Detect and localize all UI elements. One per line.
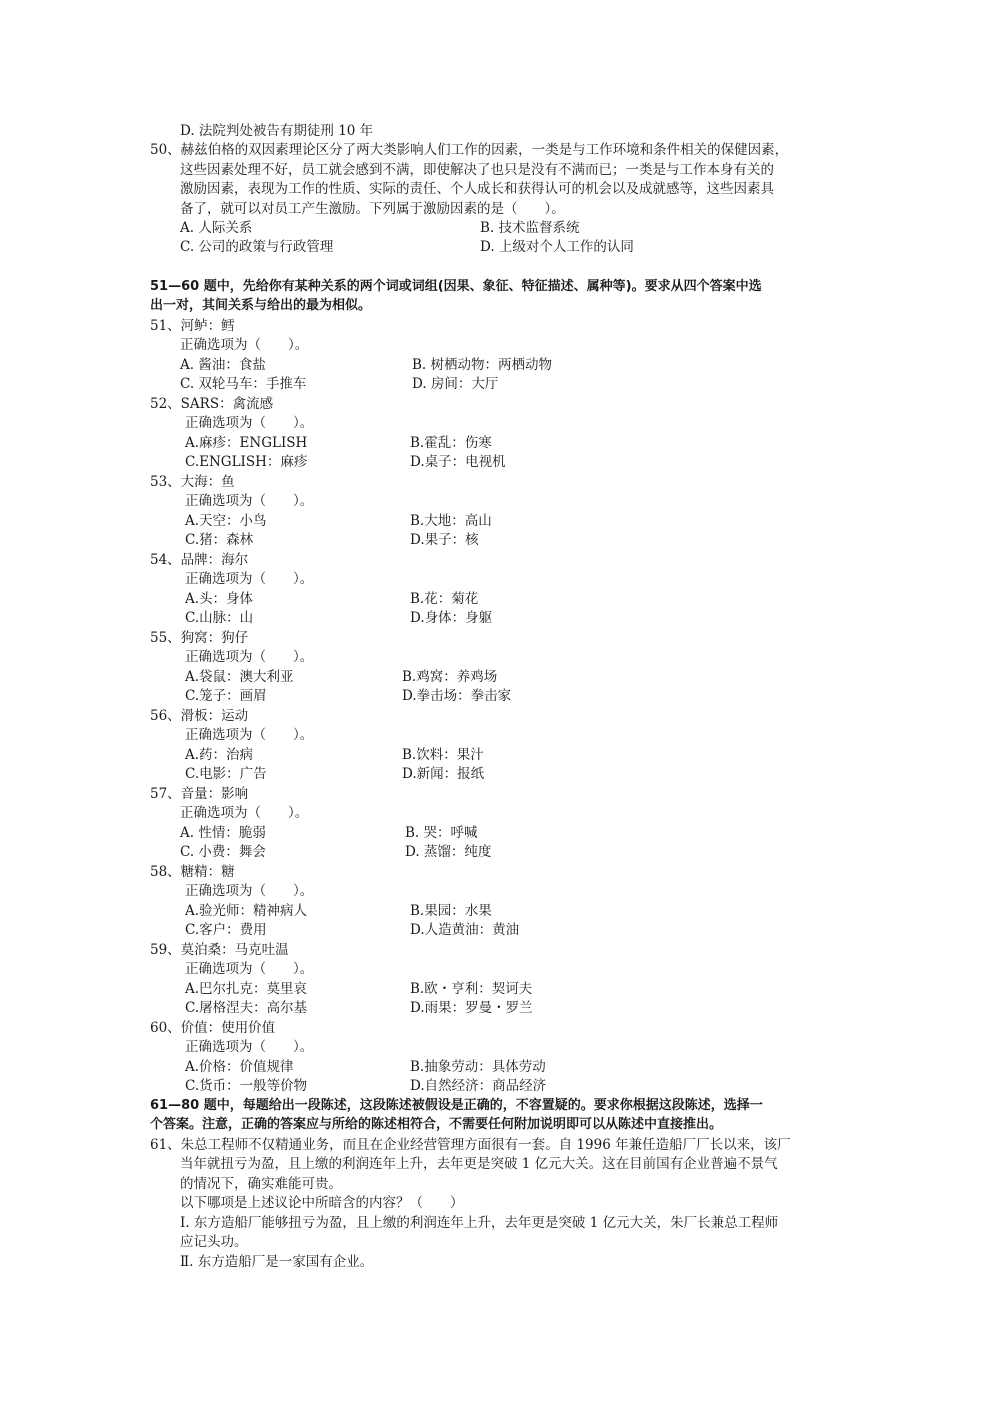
q61-item-1-line-2: 应记头功。 <box>180 1234 248 1250</box>
q52-option-d: D.桌子：电视机 <box>410 454 506 470</box>
q50-option-c: C. 公司的政策与行政管理 <box>180 239 334 255</box>
q50-option-b: B. 技术监督系统 <box>480 220 580 236</box>
q50-option-a: A. 人际关系 <box>180 220 253 236</box>
q53-option-a: A.天空：小鸟 <box>185 513 267 529</box>
q52-stem: 52、SARS：禽流感 <box>150 396 274 412</box>
q54-option-a: A.头：身体 <box>185 591 254 607</box>
q54-answer-prompt: 正确选项为（ ）。 <box>185 571 314 587</box>
q56-option-c: C.电影：广告 <box>185 766 267 782</box>
q58-answer-prompt: 正确选项为（ ）。 <box>185 883 314 899</box>
q60-option-c: C.货币：一般等价物 <box>185 1078 308 1094</box>
q54-stem: 54、品牌：海尔 <box>150 552 249 568</box>
section-61-80-heading-line-1: 61—80 题中，每题给出一段陈述，这段陈述被假设是正确的，不容置疑的。要求你根据这段陈述，选择一 <box>150 1098 763 1113</box>
q52-answer-prompt: 正确选项为（ ）。 <box>185 415 314 431</box>
q55-option-a: A.袋鼠：澳大利亚 <box>185 669 294 685</box>
q53-option-b: B.大地：高山 <box>410 513 492 529</box>
q51-option-c: C. 双轮马车：手推车 <box>180 376 307 392</box>
q53-option-c: C.猪：森林 <box>185 532 254 548</box>
q55-answer-prompt: 正确选项为（ ）。 <box>185 649 314 665</box>
q51-option-b: B. 树栖动物：两栖动物 <box>412 357 553 373</box>
q61-stem-line-2: 当年就扭亏为盈，且上缴的利润连年上升，去年更是突破 1 亿元大关。这在目前国有企业普遍不景气 <box>180 1156 778 1172</box>
q58-stem: 58、糖精：糖 <box>150 864 235 880</box>
q61-prompt: 以下哪项是上述议论中所暗含的内容？（ ） <box>180 1195 464 1211</box>
section-51-60-heading-line-1: 51—60 题中，先给你有某种关系的两个词或词组(因果、象征、特征描述、属种等)。要求从四个答案中选 <box>150 279 762 294</box>
q57-option-d: D. 蒸馏：纯度 <box>405 844 492 860</box>
q60-option-d: D.自然经济：商品经济 <box>410 1078 547 1094</box>
q51-answer-prompt: 正确选项为（ ）。 <box>180 337 309 353</box>
q55-stem: 55、狗窝：狗仔 <box>150 630 249 646</box>
q52-option-a: A.麻疹：ENGLISH <box>185 435 308 451</box>
section-61-80-heading-line-2: 个答案。注意，正确的答案应与所给的陈述相符合，不需要任何附加说明即可以从陈述中直接推出。 <box>150 1117 723 1132</box>
q61-item-1-line-1: Ⅰ. 东方造船厂能够扭亏为盈，且上缴的利润连年上升，去年更是突破 1 亿元大关，朱厂长兼总工程师 <box>180 1215 779 1231</box>
q49-option-d: D. 法院判处被告有期徒刑 10 年 <box>180 123 374 139</box>
q61-stem-line-3: 的情况下，确实难能可贵。 <box>180 1176 342 1192</box>
q51-option-a: A. 酱油：食盐 <box>180 357 266 373</box>
q60-stem: 60、价值：使用价值 <box>150 1020 276 1036</box>
q50-stem-line-3: 激励因素，表现为工作的性质、实际的责任、个人成长和获得认可的机会以及成就感等，这些因素具 <box>180 181 774 197</box>
q60-answer-prompt: 正确选项为（ ）。 <box>185 1039 314 1055</box>
q59-option-a: A.巴尔扎克：莫里哀 <box>185 981 308 997</box>
q59-option-d: D.雨果：罗曼・罗兰 <box>410 1000 533 1016</box>
q57-stem: 57、音量：影响 <box>150 786 249 802</box>
q55-option-c: C.笼子：画眉 <box>185 688 267 704</box>
q58-option-a: A.验光师：精神病人 <box>185 903 308 919</box>
q53-answer-prompt: 正确选项为（ ）。 <box>185 493 314 509</box>
q55-option-b: B.鸡窝：养鸡场 <box>402 669 498 685</box>
q57-option-a: A. 性情：脆弱 <box>180 825 266 841</box>
q58-option-c: C.客户：费用 <box>185 922 267 938</box>
q55-option-d: D.拳击场：拳击家 <box>402 688 512 704</box>
q59-answer-prompt: 正确选项为（ ）。 <box>185 961 314 977</box>
q56-stem: 56、滑板：运动 <box>150 708 249 724</box>
q56-option-a: A.药：治病 <box>185 747 254 763</box>
q57-option-c: C. 小费：舞会 <box>180 844 266 860</box>
q59-stem: 59、莫泊桑：马克吐温 <box>150 942 289 958</box>
q53-option-d: D.果子：核 <box>410 532 479 548</box>
q50-stem-line-1: 50、赫兹伯格的双因素理论区分了两大类影响人们工作的因素，一类是与工作环境和条件相关的保健因素， <box>150 142 789 158</box>
q57-answer-prompt: 正确选项为（ ）。 <box>180 805 309 821</box>
q51-stem: 51、河鲈：鳕 <box>150 318 235 334</box>
q52-option-c: C.ENGLISH：麻疹 <box>185 454 308 470</box>
q61-stem-line-1: 61、朱总工程师不仅精通业务，而且在企业经营管理方面很有一套。自 1996 年兼任造船厂厂长以来，该厂 <box>150 1137 791 1153</box>
section-51-60-heading-line-2: 出一对，其间关系与给出的最为相似。 <box>150 298 372 313</box>
q56-option-b: B.饮料：果汁 <box>402 747 484 763</box>
q56-answer-prompt: 正确选项为（ ）。 <box>185 727 314 743</box>
q52-option-b: B.霍乱：伤寒 <box>410 435 492 451</box>
q59-option-b: B.欧・亨利：契诃夫 <box>410 981 533 997</box>
q54-option-d: D.身体：身躯 <box>410 610 493 626</box>
q59-option-c: C.屠格涅夫：高尔基 <box>185 1000 308 1016</box>
q56-option-d: D.新闻：报纸 <box>402 766 485 782</box>
q50-stem-line-4: 备了，就可以对员工产生激励。下列属于激励因素的是（ ）。 <box>180 201 565 217</box>
q58-option-d: D.人造黄油：黄油 <box>410 922 520 938</box>
q60-option-b: B.抽象劳动：具体劳动 <box>410 1059 546 1075</box>
q57-option-b: B. 哭：呼喊 <box>405 825 478 841</box>
q58-option-b: B.果园：水果 <box>410 903 492 919</box>
q51-option-d: D. 房间：大厅 <box>412 376 499 392</box>
q53-stem: 53、大海：鱼 <box>150 474 235 490</box>
q54-option-b: B.花：菊花 <box>410 591 479 607</box>
q61-item-2: Ⅱ. 东方造船厂是一家国有企业。 <box>180 1254 374 1270</box>
q50-stem-line-2: 这些因素处理不好，员工就会感到不满，即使解决了也只是没有不满而已；一类是与工作本身有关的 <box>180 162 774 178</box>
q54-option-c: C.山脉：山 <box>185 610 254 626</box>
q50-option-d: D. 上级对个人工作的认同 <box>480 239 634 255</box>
q60-option-a: A.价格：价值规律 <box>185 1059 294 1075</box>
